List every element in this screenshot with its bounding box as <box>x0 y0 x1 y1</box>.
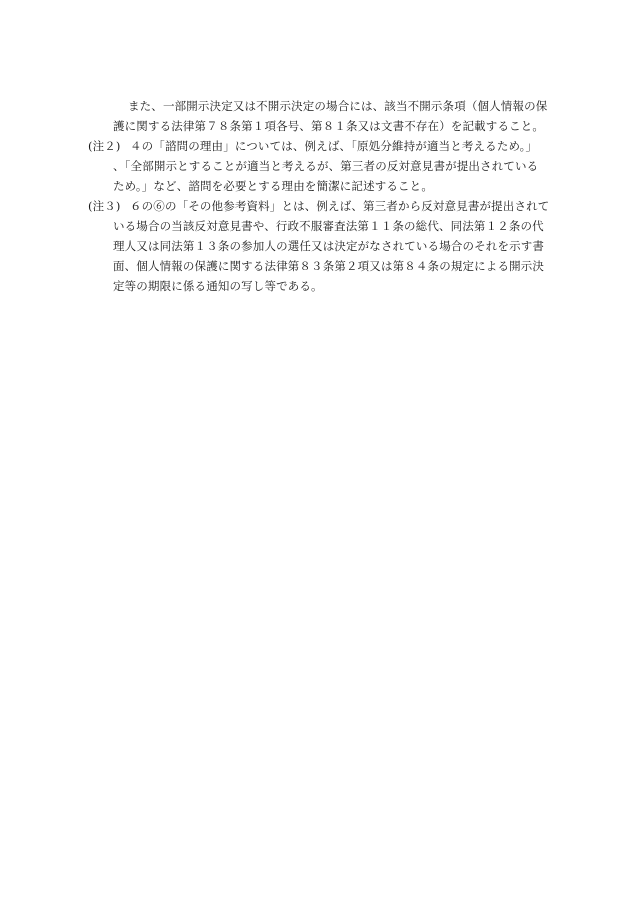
intro-line-2: 護に関する法律第７８条第１項各号、第８１条又は文書不存在）を記載すること。 <box>113 119 545 133</box>
note-3-line-1: ６の⑥の「その他参考資料」とは、例えば、第三者から反対意見書が提出されて <box>130 199 550 213</box>
note-3-line-2: いる場合の当該反対意見書や、行政不服審査法第１１条の総代、同法第１２条の代 <box>113 219 544 233</box>
note-3-line-4: 面、個人情報の保護に関する法律第８３条第２項又は第８４条の規定による開示決 <box>113 259 545 273</box>
intro-line-1: また、一部開示決定又は不開示決定の場合には、該当不開示条項（個人情報の保 <box>128 99 548 113</box>
note-2-line-3: ため。」など、諮問を必要とする理由を簡潔に記述すること。 <box>113 179 433 193</box>
note-2-line-1: ４の「諮問の理由」については、例えば、「原処分維持が適当と考えるため。」 <box>130 139 538 153</box>
note-3-line-3: 理人又は同法第１３条の参加人の選任又は決定がなされている場合のそれを示す書 <box>113 239 545 253</box>
note-2-marker: (注２) <box>88 139 121 153</box>
note-3-marker: (注３) <box>88 199 121 213</box>
note-2-line-2: 、「全部開示とすることが適当と考えるが、第三者の反対意見書が提出されている <box>113 159 539 173</box>
note-3-line-5: 定等の期限に係る通知の写し等である。 <box>113 279 323 293</box>
